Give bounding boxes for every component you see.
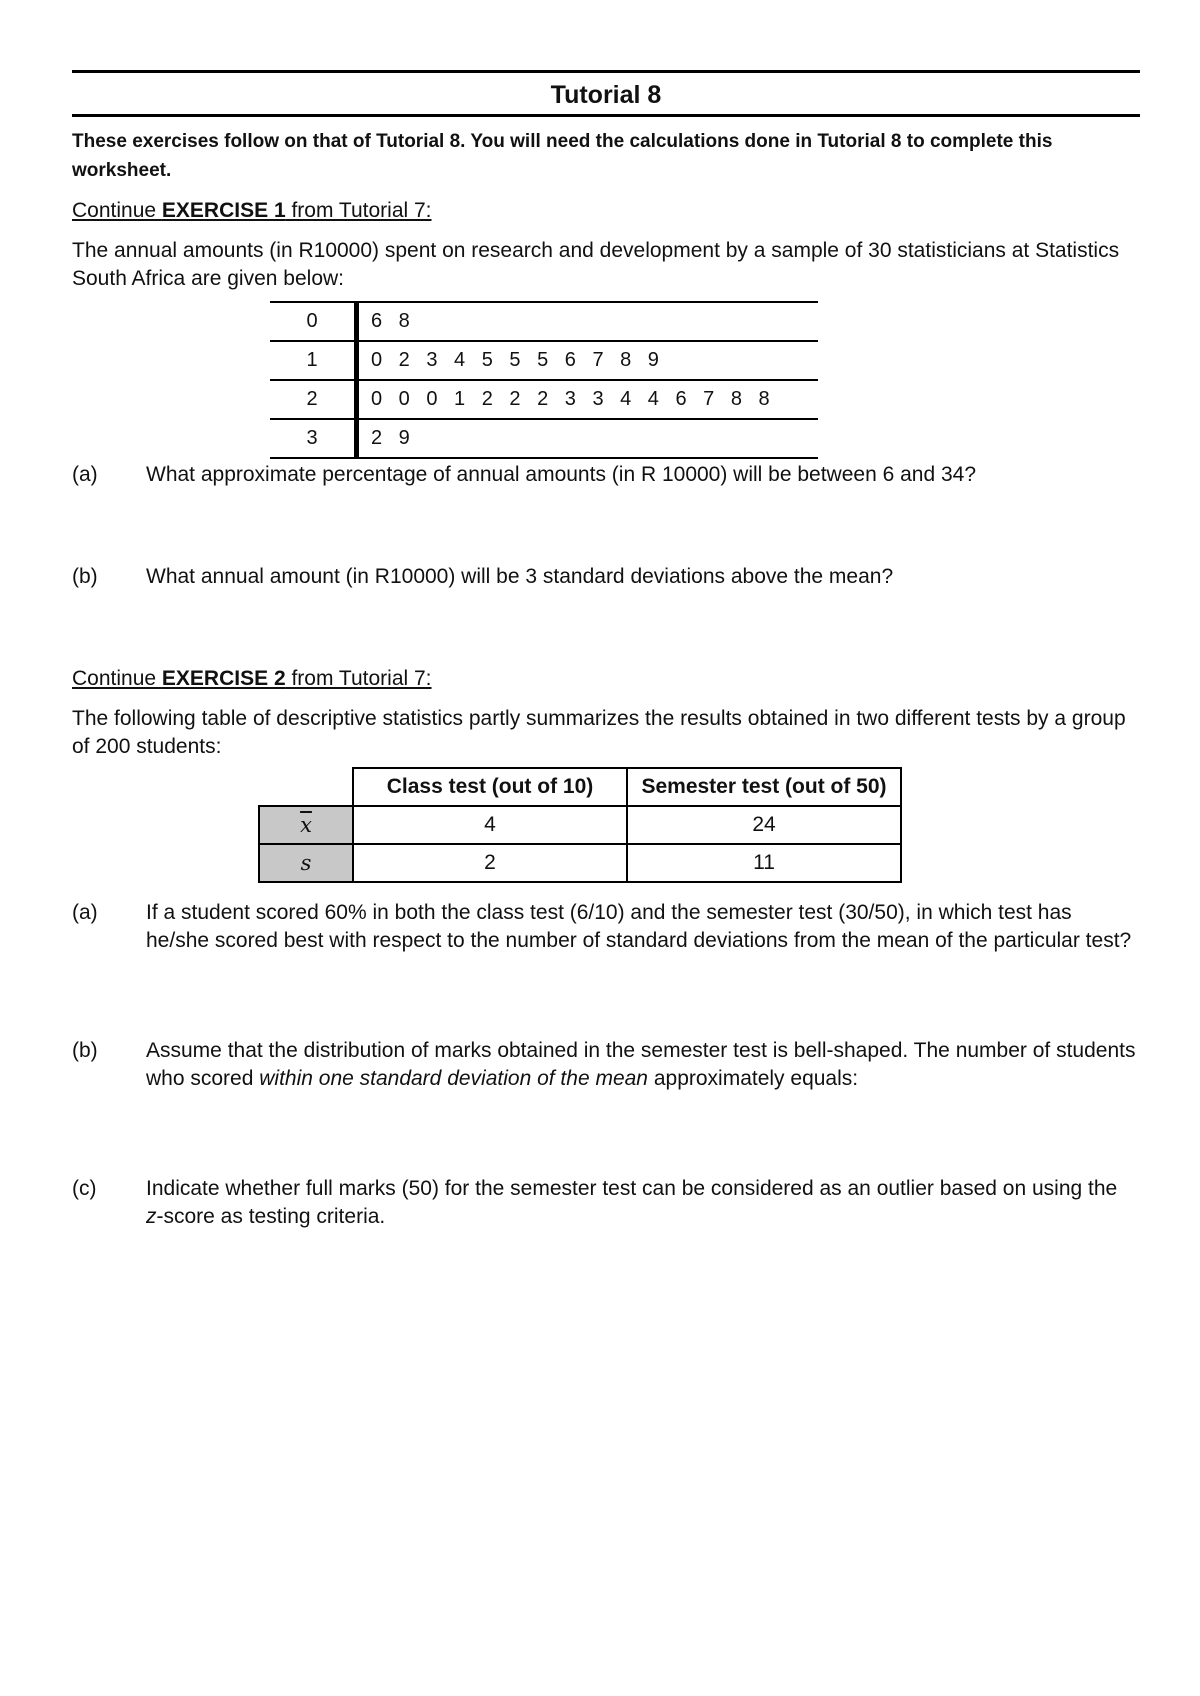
question-text: If a student scored 60% in both the class test (6/10) and the semester test (30/50), in which test has he/she scored best with respect to the number of standard deviations from the mean of the particular test?: [146, 901, 1132, 952]
intro-text: These exercises follow on that of Tutorial 8. You will need the calculations done in Tutorial 8 to complete this worksheet.: [72, 131, 1053, 181]
sd-symbol: s: [259, 844, 353, 882]
stats-row-sd: [259, 844, 901, 882]
question-label: (b): [72, 565, 98, 588]
question-label: (a): [72, 901, 98, 924]
exercise1-heading: [72, 197, 1140, 225]
exercise2-description: The following table of descriptive statistics partly summarizes the results obtained in two different tests by a group of 200 students:: [72, 707, 1126, 758]
stats-header-row: [259, 768, 901, 806]
leaf-values: 0 0 0 1 2 2 2 3 3 4 4 6 7 8 8: [357, 380, 819, 419]
stats-cell: 2: [353, 844, 627, 882]
mean-symbol: [259, 806, 353, 844]
question-label: (b): [72, 1039, 98, 1062]
worksheet-page: [72, 70, 1140, 1231]
question-text-start: Assume that the distribution of marks obtained in the semester test is bell-shaped. The number of students who scored: [146, 1039, 1136, 1090]
question-label: (c): [72, 1177, 97, 1200]
exercise1-description: The annual amounts (in R10000) spent on research and development by a sample of 30 statisticians at Statistics South Africa are given below:: [72, 239, 1120, 290]
exercise1-question-a: [72, 461, 1140, 489]
page-title: Tutorial 8: [550, 81, 662, 109]
stem-leaf-plot: [270, 301, 818, 459]
question-text-end: -score as testing criteria.: [156, 1205, 386, 1228]
exercise2-question-a: [72, 899, 1140, 955]
stem-value: 1: [270, 341, 357, 380]
stem-leaf-row: [270, 341, 818, 380]
exercise2-heading-bold: EXERCISE 2: [161, 667, 286, 690]
leaf-values: 2 9: [357, 419, 819, 458]
exercise2-question-b: [72, 1037, 1140, 1093]
question-text-emphasis: within one standard deviation of the mean: [259, 1067, 648, 1090]
question-text: What approximate percentage of annual amounts (in R 10000) will be between 6 and 34?: [146, 463, 977, 486]
stem-leaf-row: [270, 419, 818, 458]
exercise1-heading-pre: Continue: [72, 199, 162, 222]
exercise1-heading-post: from Tutorial 7:: [285, 199, 432, 222]
title-bottom-rule: [72, 114, 1140, 117]
stats-header-class-test: Class test (out of 10): [353, 768, 627, 806]
stem-leaf-row: [270, 380, 818, 419]
stats-cell: 24: [627, 806, 901, 844]
exercise2-heading-pre: Continue: [72, 667, 162, 690]
stats-corner: [259, 768, 353, 806]
mean-symbol-text: $\overline{x}$: [300, 813, 312, 837]
question-text-start: Indicate whether full marks (50) for the semester test can be considered as an outlier based on using the: [146, 1177, 1118, 1200]
question-text-emphasis: z: [146, 1205, 157, 1228]
stats-row-mean: [259, 806, 901, 844]
stem-leaf-row: [270, 302, 818, 341]
stats-cell: 4: [353, 806, 627, 844]
descriptive-stats-table: [258, 767, 902, 883]
stem-value: 0: [270, 302, 357, 341]
stem-value: 3: [270, 419, 357, 458]
exercise2-question-c: [72, 1175, 1140, 1231]
exercise1-question-b: [72, 563, 1140, 591]
exercise2-heading-post: from Tutorial 7:: [285, 667, 432, 690]
exercise2-heading: [72, 665, 1140, 693]
question-text-end: approximately equals:: [648, 1067, 859, 1090]
stats-header-semester-test: Semester test (out of 50): [627, 768, 901, 806]
leaf-values: 6 8: [357, 302, 819, 341]
question-text: What annual amount (in R10000) will be 3 standard deviations above the mean?: [146, 565, 894, 588]
leaf-values: 0 2 3 4 5 5 5 6 7 8 9: [357, 341, 819, 380]
question-label: (a): [72, 463, 98, 486]
stem-value: 2: [270, 380, 357, 419]
exercise1-heading-bold: EXERCISE 1: [161, 199, 286, 222]
stats-cell: 11: [627, 844, 901, 882]
